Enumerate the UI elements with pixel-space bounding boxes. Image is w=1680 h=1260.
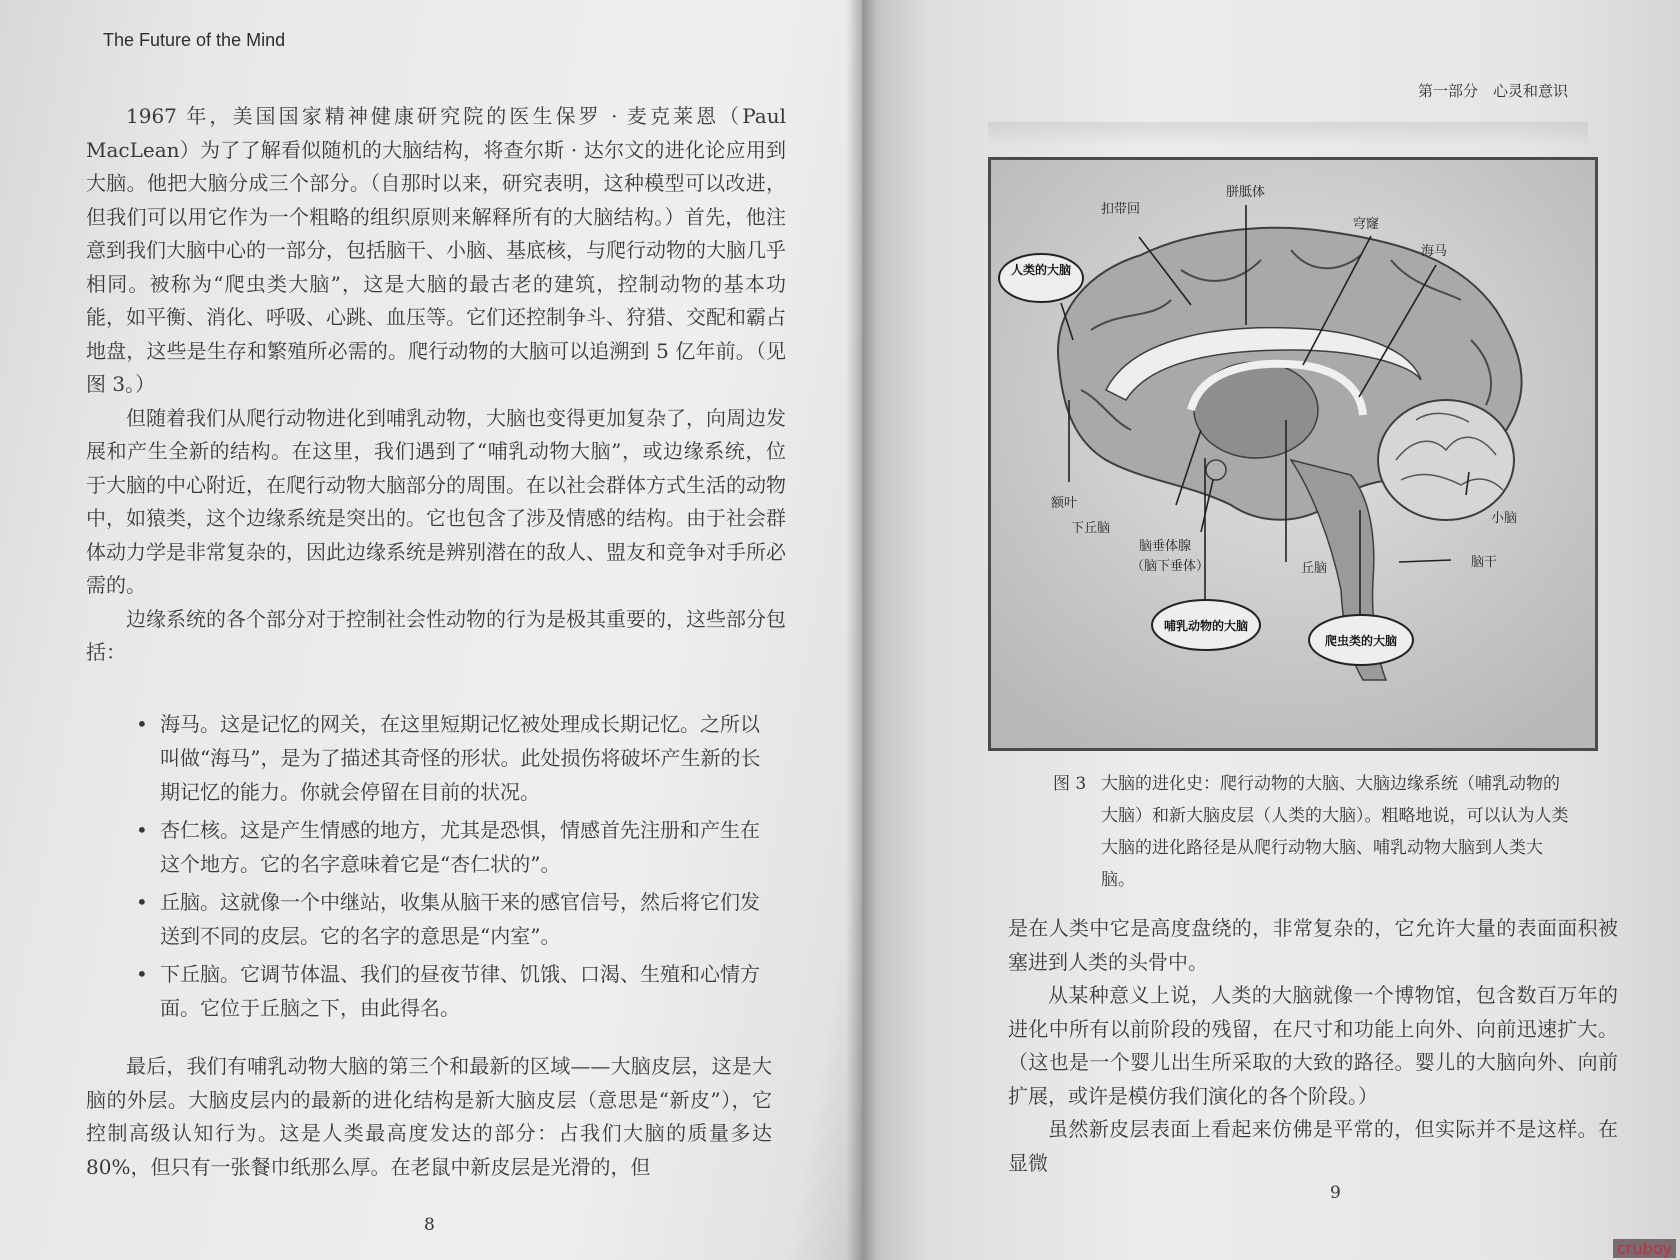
bullet-icon: • [136, 890, 148, 914]
svg-text:人类的大脑: 人类的大脑 [1010, 263, 1072, 277]
label-pituitary: 脑垂体腺 [1139, 539, 1192, 554]
caption-number: 图 3 [1053, 774, 1087, 794]
left-main-text [86, 100, 786, 670]
watermark: cruboy [1613, 1239, 1676, 1258]
right-main-text [1008, 912, 1618, 1180]
bullet-icon: • [136, 712, 148, 736]
list-item: • 丘脑。这就像一个中继站，收集从脑干来的感官信号，然后将它们发送到不同的皮层。它的名字的意思是“内室”。 [136, 885, 772, 953]
show-through-text [988, 122, 1588, 146]
cerebellum-shape [1378, 400, 1514, 520]
running-head-right: 第一部分 心灵和意识 [1418, 82, 1569, 100]
label-frontal-lobe: 额叶 [1051, 496, 1078, 511]
svg-text:哺乳动物的大脑: 哺乳动物的大脑 [1163, 619, 1249, 633]
book-gutter [846, 0, 878, 1260]
limbic-parts-list [136, 707, 772, 1029]
label-hypothalamus: 下丘脑 [1071, 521, 1111, 536]
label-brainstem: 脑干 [1471, 555, 1498, 570]
left-final-text [86, 1050, 772, 1184]
bullet-icon: • [136, 818, 148, 842]
bubble-human-brain [999, 254, 1083, 302]
page-number-left: 8 [424, 1215, 435, 1235]
caption-text: 大脑的进化史：爬行动物的大脑、大脑边缘系统（哺乳动物的大脑）和新大脑皮层（人类的大脑）。粗略地说，可以认为人类大脑的进化路径是从爬行动物大脑、哺乳动物大脑到人类大脑。 [1101, 774, 1569, 890]
list-item: • 下丘脑。它调节体温、我们的昼夜节律、饥饿、口渴、生殖和心情方面。它位于丘脑之下，由此得名。 [136, 957, 772, 1025]
brain-diagram [991, 160, 1595, 748]
svg-text:爬虫类的大脑: 爬虫类的大脑 [1324, 634, 1398, 648]
bullet-icon: • [136, 962, 148, 986]
label-cingulate: 扣带回 [1101, 202, 1141, 217]
label-corpus-callosum: 胼胝体 [1226, 185, 1266, 200]
bubble-mammal-brain [1152, 600, 1260, 650]
label-pituitary-alt: （脑下垂体） [1131, 559, 1210, 574]
label-cerebellum: 小脑 [1491, 511, 1518, 526]
list-item: • 杏仁核。这是产生情感的地方，尤其是恐惧，情感首先注册和产生在这个地方。它的名字意味着它是“杏仁状的”。 [136, 813, 772, 881]
label-thalamus: 丘脑 [1301, 561, 1328, 576]
bubble-reptile-brain [1309, 615, 1413, 665]
brain-evolution-figure [988, 157, 1598, 751]
list-item: • 海马。这是记忆的网关，在这里短期记忆被处理成长期记忆。之所以叫做“海马”，是为了描述其奇怪的形状。此处损伤将破坏产生新的长期记忆的能力。你就会停留在目前的状况。 [136, 707, 772, 809]
running-head-left: The Future of the Mind [103, 30, 286, 50]
label-fornix: 穹窿 [1353, 217, 1380, 232]
paragraph: 最后，我们有哺乳动物大脑的第三个和最新的区域——大脑皮层，这是大脑的外层。大脑皮层内的最新的进化结构是新大脑皮层（意思是“新皮”），它控制高级认知行为。这是人类最高度发达的部分：占我们大脑的质量多达 80%，但只有一张餐巾纸那么厚。在老鼠中新皮层是光滑的，但 [86, 1054, 772, 1179]
paragraph: 但随着我们从爬行动物进化到哺乳动物，大脑也变得更加复杂了，向周边发展和产生全新的结构。在这里，我们遇到了“哺乳动物大脑”，或边缘系统，位于大脑的中心附近，在爬行动物大脑部分的周围。在以社会群体方式生活的动物中，如猿类，这个边缘系统是突出的。它也包含了涉及情感的结构。由于社会群体动力学是非常复杂的，因此边缘系统是辨别潜在的敌人、盟友和竞争对手所必需的。 [86, 405, 786, 597]
paragraph: 从某种意义上说，人类的大脑就像一个博物馆，包含数百万年的进化中所有以前阶段的残留，在尺寸和功能上向外、向前迅速扩大。（这也是一个婴儿出生所采取的大致的路径。婴儿的大脑向外、向前扩展，或许是模仿我们演化的各个阶段。） [1008, 983, 1618, 1108]
paragraph: 边缘系统的各个部分对于控制社会性动物的行为是极其重要的，这些部分包括： [86, 606, 786, 664]
paragraph: 是在人类中它是高度盘绕的，非常复杂的，它允许大量的表面面积被塞进到人类的头骨中。 [1008, 916, 1618, 974]
paragraph: 虽然新皮层表面上看起来仿佛是平常的，但实际并不是这样。在显微 [1008, 1117, 1618, 1175]
pituitary-shape [1206, 460, 1226, 480]
paragraph: 1967 年，美国国家精神健康研究院的医生保罗 · 麦克莱恩（Paul MacLean）为了了解看似随机的大脑结构，将查尔斯 · 达尔文的进化论应用到大脑。他把大脑分成三个部分。（自那时以来，研究表明，这种模型可以改进，但我们可以用它作为一个粗略的组织原则来解释所有的大脑结构。）首先，他注意到我们大脑中心的一部分，包括脑干、小脑、基底核，与爬行动物的大脑几乎相同。被称为“爬虫类大脑”，这是大脑的最古老的建筑，控制动物的基本功能，如平衡、消化、呼吸、心跳、血压等。它们还控制争斗、狩猎、交配和霸占地盘，这些是生存和繁殖所必需的。爬行动物的大脑可以追溯到 5 亿年前。（见图 3。） [86, 104, 786, 396]
page-number-right: 9 [1330, 1183, 1341, 1203]
label-hippocampus: 海马 [1421, 244, 1448, 259]
